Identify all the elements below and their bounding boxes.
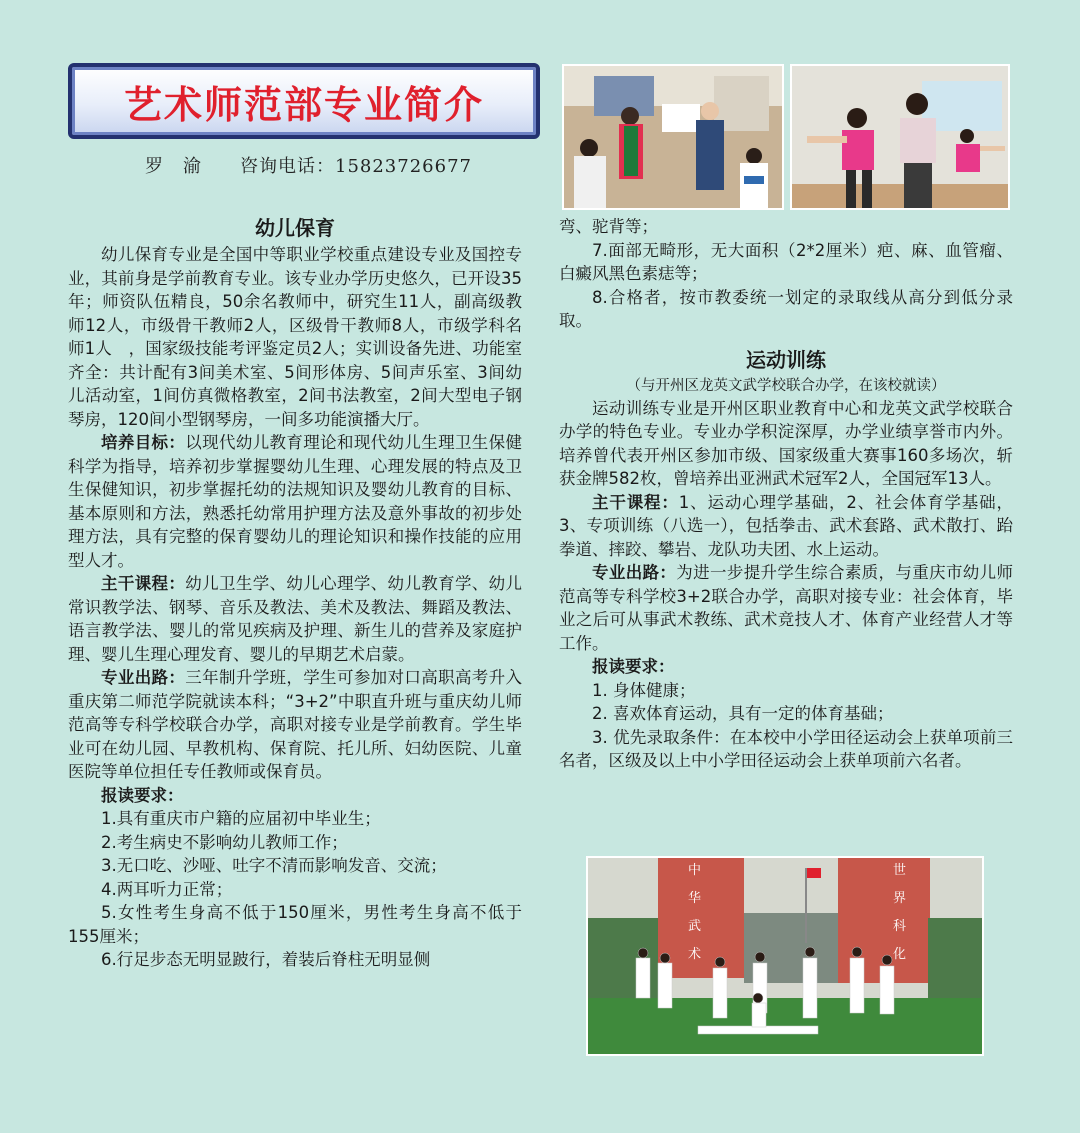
sports-requirement-item: 2. 喜欢体育运动，具有一定的体育基础； xyxy=(592,704,894,723)
title-banner xyxy=(68,63,540,139)
sports-courses-label: 主干课程： xyxy=(592,492,679,512)
core-courses-label: 主干课程： xyxy=(101,574,186,593)
training-goal-text: 以现代幼儿教育理论和现代幼儿生理卫生保健科学为指导，培养初步掌握婴幼儿生理、心理发展的特点及卫生保健知识，初步掌握托幼的法规知识及婴幼儿教育的目标、基本原则和方法，熟悉托幼常用护理方法及意外事故的初步处理方法，具有完整的保育婴幼儿的理论知识和操作技能的应用型人才。 xyxy=(68,433,523,570)
requirement-item: 5.女性考生身高不低于150厘米，男性考生身高不低于155厘米； xyxy=(68,903,522,946)
martial-arts-photo-art xyxy=(588,858,982,1054)
sports-courses-text: 1、运动心理学基础，2、社会体育学基础，3、专项训练（八选一），包括拳击、武术套路、武术散打、跆拳道、摔跤、攀岩、龙队功夫团、水上运动。 xyxy=(559,492,1014,559)
career-label: 专业出路： xyxy=(101,668,186,687)
sports-training-section xyxy=(559,215,1013,773)
contact-line: 罗 渝 咨询电话：15823726677 xyxy=(145,156,472,177)
requirements-heading: 报读要求： xyxy=(101,785,184,805)
section-heading-sports: 运动训练 xyxy=(746,347,826,372)
sports-career-paragraph xyxy=(559,561,1013,655)
sports-intro: 运动训练专业是开州区职业教育中心和龙英文武学校联合办学的特色专业。专业办学积淀深厚，办学业绩享誉市内外。培养曾代表开州区参加市级、国家级重大赛事160多场次，斩获金牌582枚，曾培养出亚洲武术冠军2人，全国冠军13人。 xyxy=(559,398,1013,488)
dance-class-photo xyxy=(790,64,1010,210)
requirement-item: 2.考生病史不影响幼儿教师工作； xyxy=(101,832,348,852)
continued-requirement: 8.合格者，按市教委统一划定的录取线从高分到低分录取。 xyxy=(559,287,1013,330)
classroom-photo xyxy=(562,64,784,210)
core-courses-paragraph xyxy=(68,572,522,666)
building-sign-left: 中华武术 xyxy=(688,863,702,962)
requirement-item: 3.无口吃、沙哑、吐字不清而影响发音、交流； xyxy=(101,856,447,875)
sports-career-label: 专业出路： xyxy=(592,563,677,582)
classroom-photo-art xyxy=(564,66,782,208)
continued-requirement: 7.面部无畸形，无大面积（2*2厘米）疤、麻、血管瘤、白癜风黑色素痣等； xyxy=(559,240,1013,283)
early-childhood-intro: 幼儿保育专业是全国中等职业学校重点建设专业及国控专业，其前身是学前教育专业。该专业办学历史悠久，已开设35年；师资队伍精良，50余名教师中，研究生11人，副高级教师12人，市级骨干教师2人，区级骨干教师8人，市级学科名师1人 ，国家级技能考评鉴定员2人；实训设备先进、功能室齐全：共计配有3间美术室、5间形体房、5间声乐室、3间幼儿活动室，1间仿真微格教室，2间书法教室，2间大型电子钢琴房，120间小型钢琴房，一间多功能演播大厅。 xyxy=(68,245,522,429)
sports-courses-paragraph xyxy=(559,491,1013,562)
sports-requirements-heading: 报读要求： xyxy=(592,657,675,676)
requirement-item: 6.行足步态无明显跛行，着装后脊柱无明显侧 xyxy=(101,950,431,969)
career-text: 三年制升学班，学生可参加对口高职高考升入重庆第二师范学院就读本科；“3+2”中职直升班与重庆幼儿师范高等专科学校联合办学，高职对接专业是学前教育。学生毕业可在幼儿园、早教机构、保育院、托儿所、妇幼医院、儿童医院等单位担任专任教师或保育员。 xyxy=(68,668,523,781)
training-goal-paragraph xyxy=(68,431,522,572)
sports-requirement-item: 3. 优先录取条件：在本校中小学田径运动会上获单项前三名者，区级及以上中小学田径运动会上获单项前六名者。 xyxy=(559,727,1013,770)
martial-arts-photo xyxy=(586,856,984,1056)
core-courses-text: 幼儿卫生学、幼儿心理学、幼儿教育学、幼儿常识教学法、钢琴、音乐及教法、美术及教法、舞蹈及教法、语言教学法、婴儿的常见疾病及护理、新生儿的营养及家庭护理、婴儿生理心理发育、婴儿的早期艺术启蒙。 xyxy=(68,574,523,664)
requirement-item: 1.具有重庆市户籍的应届初中毕业生； xyxy=(101,809,381,828)
dance-class-photo-art xyxy=(792,66,1008,208)
sports-career-text: 为进一步提升学生综合素质，与重庆市幼儿师范高等专科学校3+2联合办学，高职对接专业：社会体育，毕业之后可从事武术教练、武术竞技人才、体育产业经营人才等工作。 xyxy=(559,563,1014,653)
page-title: 艺术师范部专业简介 xyxy=(123,82,484,127)
training-goal-label: 培养目标： xyxy=(101,433,186,452)
section-heading-early-childhood: 幼儿保育 xyxy=(255,216,335,240)
career-paragraph xyxy=(68,666,522,784)
sports-requirement-item: 1. 身体健康； xyxy=(592,680,696,700)
continued-requirement: 弯、驼背等； xyxy=(559,217,658,236)
joint-school-note: （与开州区龙英文武学校联合办学，在该校就读） xyxy=(626,377,946,394)
requirement-item: 4.两耳听力正常； xyxy=(101,879,233,899)
building-sign-right: 世界科化 xyxy=(893,863,907,962)
early-childhood-section xyxy=(68,215,522,972)
